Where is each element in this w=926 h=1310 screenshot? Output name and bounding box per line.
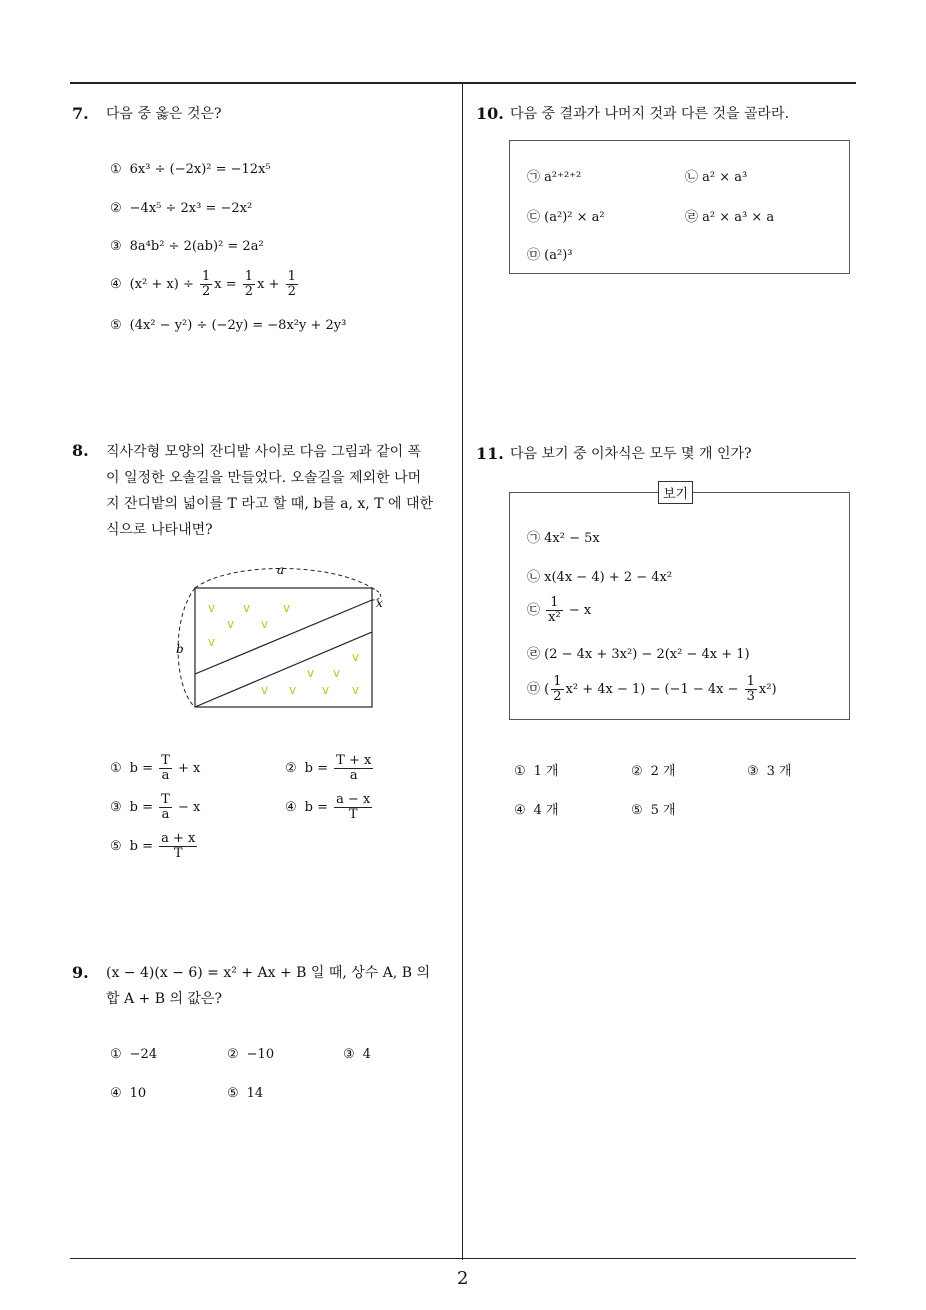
q9-option-3[interactable]: ③ 4 — [343, 1047, 371, 1062]
q11-option-3[interactable]: ③ 3 개 — [747, 764, 792, 779]
page-number: 2 — [457, 1268, 469, 1289]
question-9-line-1: (x − 4)(x − 6) = x² + Ax + B 일 때, 상수 A, B 의 — [106, 965, 431, 981]
question-11-number: 11. — [476, 444, 504, 463]
bottom-rule — [70, 1258, 856, 1259]
q8-option-4[interactable]: ④ b = $\frac{a - x}{T}$ — [285, 792, 371, 822]
question-9-number: 9. — [72, 963, 89, 982]
q8-option-2[interactable]: ② b = $\frac{T + x}{a}$ — [285, 753, 372, 783]
question-9-line-2: 합 A + B 의 값은? — [106, 991, 222, 1007]
q7-option-1[interactable]: ① 6x³ ÷ (−2x)² = −12x⁵ — [110, 162, 271, 177]
q9-option-1[interactable]: ① −24 — [110, 1047, 158, 1062]
bogi-label: 보기 — [658, 481, 693, 504]
q7-option-5[interactable]: ⑤ (4x² − y²) ÷ (−2y) = −8x²y + 2y³ — [110, 318, 347, 333]
svg-text:v: v — [307, 666, 315, 680]
q10-item-4: ㉣ a² × a³ × a — [685, 210, 775, 225]
svg-text:v: v — [283, 601, 291, 615]
q7-option-4[interactable]: ④ (x² + x) ÷ $\frac{1}{2}$ x = $\frac{1}{2}$ x + $\frac{1}{2}$ — [110, 269, 296, 299]
svg-text:v: v — [243, 601, 251, 615]
label-a: a — [277, 563, 285, 577]
q11-item-1: ㉠ 4x² − 5x — [527, 531, 600, 546]
column-divider — [462, 82, 463, 1260]
q11-item-4: ㉣ (2 − 4x + 3x²) − 2(x² − 4x + 1) — [527, 647, 750, 662]
q10-item-2: ㉡ a² × a³ — [685, 170, 748, 185]
question-10-number: 10. — [476, 104, 504, 123]
q11-option-1[interactable]: ① 1 개 — [514, 764, 559, 779]
q7-option-3[interactable]: ③ 8a⁴b² ÷ 2(ab)² = 2a² — [110, 239, 264, 254]
svg-text:v: v — [322, 683, 330, 697]
lawn-path-figure — [170, 560, 400, 720]
svg-text:v: v — [352, 650, 360, 664]
svg-text:v: v — [289, 683, 297, 697]
question-7-text: 다음 중 옳은 것은? — [106, 106, 222, 122]
question-7-number: 7. — [72, 104, 89, 123]
svg-text:v: v — [352, 683, 360, 697]
q9-option-5[interactable]: ⑤ 14 — [227, 1086, 264, 1101]
top-rule — [70, 82, 856, 84]
question-8-line-4: 식으로 나타내면? — [106, 522, 213, 538]
svg-text:v: v — [261, 683, 269, 697]
svg-text:v: v — [333, 666, 341, 680]
svg-text:v: v — [261, 617, 269, 631]
svg-text:v: v — [208, 635, 216, 649]
label-x: x — [376, 596, 383, 610]
path-line-lower — [195, 632, 372, 707]
question-8-line-3: 지 잔디밭의 넓이를 T 라고 할 때, b를 a, x, T 에 대한 — [106, 496, 434, 512]
q9-option-4[interactable]: ④ 10 — [110, 1086, 147, 1101]
q8-option-3[interactable]: ③ b = $\frac{T}{a}$ − x — [110, 792, 201, 822]
q8-option-5[interactable]: ⑤ b = $\frac{a + x}{T}$ — [110, 831, 196, 861]
question-8-number: 8. — [72, 441, 89, 460]
q9-option-2[interactable]: ② −10 — [227, 1047, 275, 1062]
q11-item-2: ㉡ x(4x − 4) + 2 − 4x² — [527, 570, 673, 585]
q11-option-5[interactable]: ⑤ 5 개 — [631, 803, 676, 818]
q8-option-1[interactable]: ① b = $\frac{T}{a}$ + x — [110, 753, 201, 783]
svg-text:v: v — [227, 617, 235, 631]
question-10-text: 다음 중 결과가 나머지 것과 다른 것을 골라라. — [510, 106, 790, 122]
question-8-line-2: 이 일정한 오솔길을 만들었다. 오솔길을 제외한 나머 — [106, 470, 422, 486]
q11-item-3: ㉢ $\frac{1}{\text{x²}}$ − x — [527, 595, 592, 625]
q11-option-4[interactable]: ④ 4 개 — [514, 803, 559, 818]
label-b: b — [176, 642, 184, 656]
q11-option-2[interactable]: ② 2 개 — [631, 764, 676, 779]
question-11-text: 다음 보기 중 이차식은 모두 몇 개 인가? — [510, 446, 752, 462]
svg-text:v: v — [208, 601, 216, 615]
question-8-line-1: 직사각형 모양의 잔디밭 사이로 다음 그림과 같이 폭 — [106, 444, 422, 460]
q10-item-3: ㉢ (a²)² × a² — [527, 210, 605, 225]
q10-item-1: ㉠ a²⁺²⁺² — [527, 170, 582, 185]
q7-option-2[interactable]: ② −4x⁵ ÷ 2x³ = −2x² — [110, 201, 253, 216]
q10-item-5: ㉤ (a²)³ — [527, 248, 573, 263]
q11-item-5: ㉤ ( $\frac{1}{2}$ x² + 4x − 1) − (−1 − 4x − $\frac{1}{3}$ x²) — [527, 674, 777, 704]
